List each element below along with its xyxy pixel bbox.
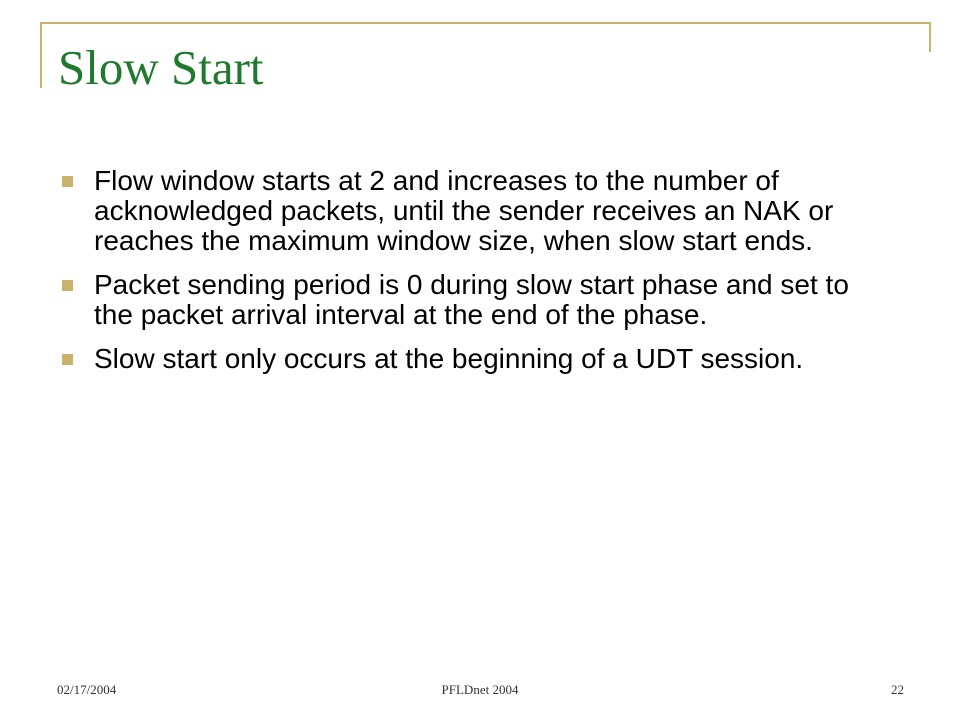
frame-top-border — [40, 22, 931, 24]
square-bullet-icon — [62, 280, 73, 291]
bullet-list — [62, 166, 882, 388]
frame-right-border — [929, 22, 931, 52]
footer-event: PFLDnet 2004 — [441, 682, 519, 697]
bullet-text: Packet sending period is 0 during slow start phase and set to the packet arrival interval at the end of the phase. — [94, 269, 849, 330]
bullet-item — [62, 344, 882, 374]
bullet-text: Slow start only occurs at the beginning of a UDT session. — [94, 343, 804, 374]
footer-page-number: 22 — [891, 682, 904, 697]
bullet-item — [62, 270, 882, 330]
square-bullet-icon — [62, 354, 73, 365]
square-bullet-icon — [62, 176, 73, 187]
bullet-text: Flow window starts at 2 and increases to the number of acknowledged packets, until the sender receives an NAK or reaches the maximum window size, when slow start ends. — [94, 165, 834, 256]
bullet-item — [62, 166, 882, 256]
frame-left-border — [40, 22, 42, 88]
slide-title: Slow Start — [58, 40, 264, 95]
footer-date: 02/17/2004 — [57, 682, 117, 697]
